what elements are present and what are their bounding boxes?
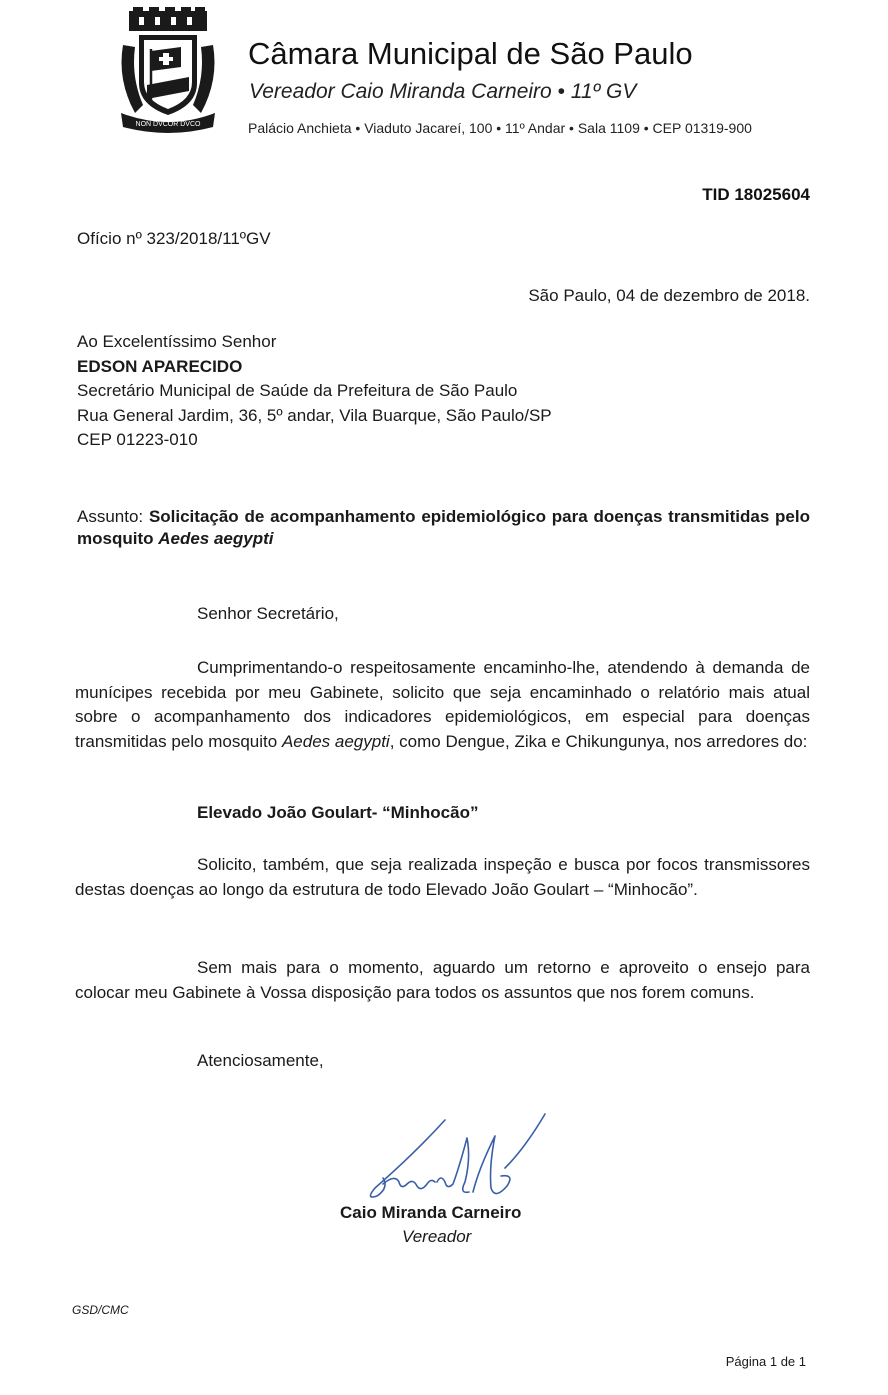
body-paragraph-1: [75, 656, 810, 754]
signatory-name: Caio Miranda Carneiro: [340, 1203, 522, 1222]
letter-date: São Paulo, 04 de dezembro de 2018.: [528, 286, 810, 305]
recipient-salutation: Ao Excelentíssimo Senhor: [77, 332, 277, 351]
footer-code: GSD/CMC: [72, 1303, 129, 1317]
subject-text: Solicitação de acompanhamento epidemiológico para doenças transmitidas pelo mosquito: [77, 507, 810, 548]
institution-address: Palácio Anchieta • Viaduto Jacareí, 100 • 11º Andar • Sala 1109 • CEP 01319-900: [248, 120, 752, 136]
recipient-name: EDSON APARECIDO: [77, 356, 243, 376]
recipient-role: Secretário Municipal de Saúde da Prefeitura de São Paulo: [77, 381, 518, 400]
closing-line: Atenciosamente,: [197, 1051, 324, 1070]
subject-label: Assunto:: [77, 507, 144, 526]
signature-icon: [355, 1108, 555, 1208]
institution-title: Câmara Municipal de São Paulo: [248, 36, 693, 71]
subject-species: Aedes aegypti: [158, 529, 274, 548]
body-paragraph-3: Sem mais para o momento, aguardo um retorno e aproveito o ensejo para colocar meu Gabinete à Vossa disposição para todos os assuntos que nos forem comuns.: [75, 958, 810, 1002]
body-paragraph-2: Solicito, também, que seja realizada inspeção e busca por focos transmissores destas doenças ao longo da estrutura de todo Elevado João Goulart – “Minhocão”.: [75, 855, 810, 899]
recipient-block: [77, 330, 552, 453]
handwritten-signature: [355, 1108, 555, 1208]
page-number: Página 1 de 1: [725, 1354, 806, 1369]
recipient-street: Rua General Jardim, 36, 5º andar, Vila Buarque, São Paulo/SP: [77, 405, 552, 425]
document-tid: TID 18025604: [702, 185, 810, 204]
official-letter-number: Ofício nº 323/2018/11ºGV: [77, 229, 271, 248]
paragraph1-text-end: , como Dengue, Zika e Chikungunya, nos arredores do:: [389, 731, 808, 751]
recipient-cep: CEP 01223-010: [77, 430, 198, 449]
location-highlight: Elevado João Goulart- “Minhocão”: [197, 803, 479, 822]
coat-of-arms-icon: [117, 5, 219, 135]
subject-line: [77, 506, 810, 550]
paragraph1-text: Cumprimentando-o respeitosamente encaminho-lhe, atendendo à demanda de munícipes recebida por meu Gabinete, solicito que seja encaminhado o relatório mais atual sobre o acompanhamento dos indicadores epidemiológicos, em especial para doenças transmitidas pelo mosquito: [75, 658, 810, 751]
city-coat-of-arms: [117, 5, 219, 135]
greeting: Senhor Secretário,: [197, 604, 339, 623]
paragraph1-species: Aedes aegypti: [281, 731, 390, 751]
svg-text:NON DVCOR DVCO: NON DVCOR DVCO: [135, 121, 201, 128]
councilor-subtitle: Vereador Caio Miranda Carneiro • 11º GV: [249, 80, 637, 103]
signatory-role: Vereador: [402, 1227, 472, 1246]
